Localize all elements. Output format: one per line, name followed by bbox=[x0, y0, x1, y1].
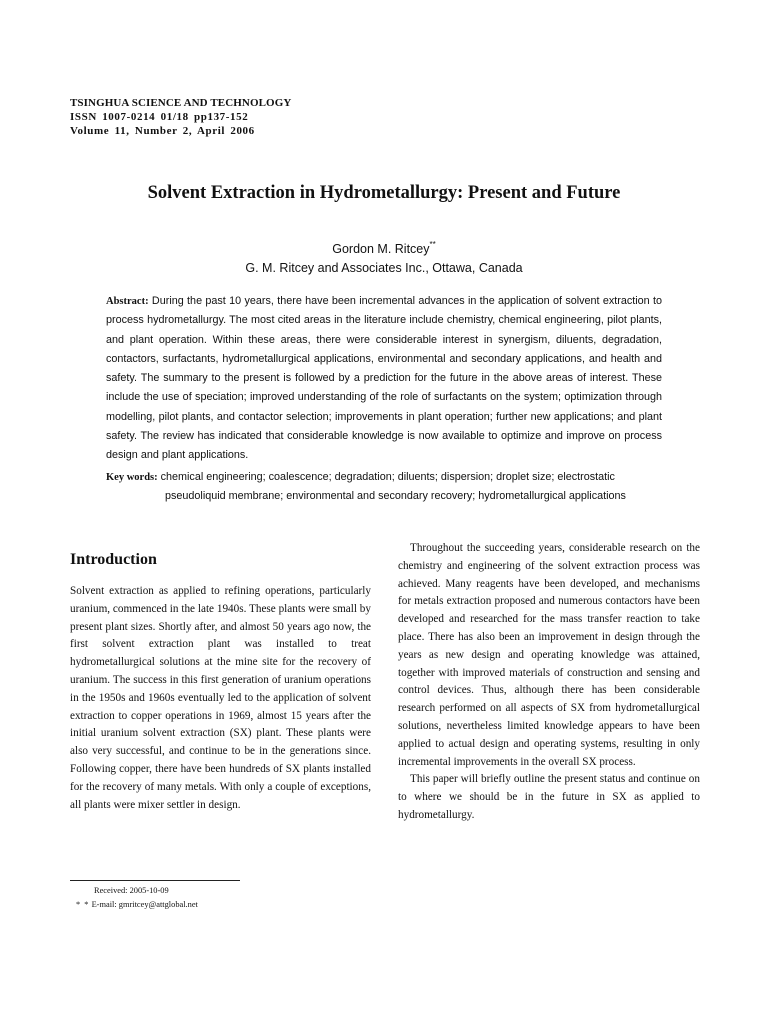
right-column bbox=[398, 540, 700, 825]
journal-volume: Volume 11, Number 2, April 2006 bbox=[70, 125, 255, 137]
keywords-label: Key words: bbox=[106, 472, 158, 483]
section-heading-introduction: Introduction bbox=[70, 551, 157, 568]
footnote-email-line bbox=[76, 898, 198, 912]
author-footnote-mark: ** bbox=[429, 240, 436, 249]
journal-header bbox=[70, 96, 291, 138]
footnotes bbox=[76, 884, 198, 912]
abstract bbox=[106, 292, 662, 466]
abstract-label: Abstract: bbox=[106, 296, 149, 307]
author-name: Gordon M. Ritcey bbox=[332, 242, 430, 256]
footnote-divider bbox=[70, 880, 240, 881]
intro-paragraph-1: Solvent extraction as applied to refining operations, particularly uranium, commenced in the late 1940s. These plants were small by present plant sizes. Shortly after, and almost 50 years ago now, the first solvent extraction plant was installed to treat hydrometallurgical solutions at the mine site for the recovery of uranium. The success in this first generation of uranium operations in the 1950s and 1960s eventually led to the application of solvent extraction to copper operations in 1969, almost 15 years after the initial uranium solvent extraction (SX) plant. These plants were also very successful, and continue to be in the generations since. Following copper, there have been hundreds of SX plants installed for the recovery of many metals. With only a couple of exceptions, all plants were mixer settler in design. bbox=[70, 585, 371, 811]
paper-title: Solvent Extraction in Hydrometallurgy: Present and Future bbox=[147, 183, 621, 203]
keywords-text: chemical engineering; coalescence; degradation; diluents; dispersion; droplet size; electrostatic pseudoliquid membrane; environmental and secondary recovery; hydrometallurgical applications bbox=[160, 471, 626, 503]
left-column bbox=[70, 583, 371, 814]
journal-issn: ISSN 1007-0214 01/18 pp137-152 bbox=[70, 111, 249, 123]
intro-paragraph-2: Throughout the succeeding years, considerable research on the chemistry and engineering of the solvent extraction process was achieved. Many reagents have been developed, and mechanisms for metals extraction proposed and numerous contactors have been developed and researched for the mass transfer reaction to take place. There has also been an improvement in design through the years as new design and operating knowledge was attained, together with improved materials of construction and sensing and control devices. Thus, although there has been considerable research performed on all aspects of SX from hydrometallurgical solutions, nevertheless limited knowledge appears to have been applied to actual design and operating systems, resulting in only incremental improvements in the overall SX process. bbox=[398, 542, 700, 768]
author-line bbox=[0, 235, 768, 259]
journal-name: TSINGHUA SCIENCE AND TECHNOLOGY bbox=[70, 97, 292, 109]
footnote-received: Received: 2005-10-09 bbox=[94, 886, 169, 895]
footnote-email: E-mail: gmritcey@attglobal.net bbox=[91, 900, 198, 909]
footnote-email-mark: * * bbox=[76, 900, 90, 909]
keywords-body bbox=[106, 468, 662, 507]
keywords bbox=[106, 468, 662, 507]
abstract-text: During the past 10 years, there have been incremental advances in the application of solvent extraction to process hydrometallurgy. The most cited areas in the literature include chemistry, chemical engineering, pilot plants, and plant operation. Within these areas, there were considerable interest in synergism, diluents, degradation, contactors, surfactants, hydrometallurgical applications, environmental and secondary applications, and health and safety. The summary to the present is followed by a prediction for the future in the above areas of interest. These include the use of speciation; improved understanding of the role of surfactants on the system; optimization through modelling, pilot plants, and contactor selection; improvements in plant operation; further new applications; and plant safety. The review has indicated that considerable knowledge is now available to optimize and improve on process design and plant applications. bbox=[106, 295, 663, 462]
author-block bbox=[0, 235, 768, 278]
author-affiliation: G. M. Ritcey and Associates Inc., Ottawa, Canada bbox=[245, 261, 523, 275]
intro-paragraph-3: This paper will briefly outline the present status and continue on to where we should be in the future in SX as applied to hydrometallurgy. bbox=[398, 773, 700, 821]
